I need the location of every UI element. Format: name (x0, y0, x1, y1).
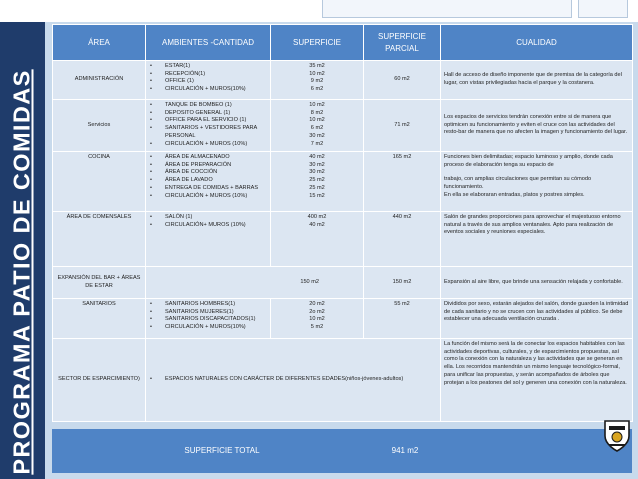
cell-superficies (271, 152, 364, 212)
top-decor-box-small (578, 0, 628, 18)
table-row (53, 267, 633, 299)
cell-ambientes (146, 100, 271, 152)
cell-cualidad: Hall de acceso de diseño imponente que de premisa de la categoría del lugar, con vistas privilegiadas hacia el parque y la costanera. (441, 61, 633, 100)
list-item: • ENTREGA DE COMIDAS + BARRAS (149, 185, 267, 193)
list-item: • ÁREA DE COCCIÓN (149, 169, 267, 177)
sidebar-title: PROGRAMA PATIO DE COMIDAS (8, 69, 35, 475)
cell-parcial: 150 m2 (364, 267, 441, 299)
list-item: • ÁREA DE ALMACENADO (149, 154, 267, 162)
superficie-value: 400 m2 (307, 214, 327, 220)
list-item: • CIRCULACIÓN + MUROS (10%) (149, 193, 267, 201)
list-item: • SALÓN (1) (149, 214, 267, 222)
header-superficie: SUPERFICIE (271, 25, 364, 61)
list-item: • ESTAR(1) (149, 63, 267, 71)
superficie-value: 10 m2 (309, 316, 325, 323)
superficie-value: 35 m2 (309, 63, 325, 69)
cell-ambientes (146, 212, 271, 267)
cell-superficies (271, 299, 364, 339)
cell-ambientes (146, 152, 271, 212)
cell-cualidad (441, 152, 633, 212)
superficie-value: 9 m2 (310, 78, 324, 85)
cell-superficies (271, 100, 364, 152)
superficie-value: 40 m2 (309, 221, 325, 228)
superficie-value: 10 m2 (309, 102, 325, 108)
superficie-value: 25 m2 (309, 177, 325, 184)
superficie-value: 25 m2 (309, 184, 325, 191)
cell-cualidad: Divididos por sexo, estarán alejados del salón, donde guarden la intimidad de cada sanitario y no se crucen con las actividades al público. Se debe establecer una adecuada ventilación cruzada . (441, 299, 633, 339)
list-item: • OFFICE (1) (149, 78, 267, 86)
superficie-value: 15 m2 (309, 192, 325, 199)
superficie-value: 40 m2 (309, 154, 325, 160)
superficie-value: 2o m2 (309, 308, 325, 315)
list-item: • SANITARIOS DISCAPACITADOS(1) (149, 316, 267, 324)
cell-parcial: 60 m2 (364, 61, 441, 100)
table-row (53, 100, 633, 152)
superficie-value: 7 m2 (310, 140, 324, 147)
list-item: • CIRCULACIÓN + MUROS (10%) (149, 141, 267, 149)
table-row (53, 339, 633, 422)
superficie-value: 30 m2 (309, 169, 325, 176)
superficie-value: 10 m2 (309, 70, 325, 77)
cell-area: ÁREA DE COMENSALES (53, 212, 146, 267)
superficie-value: 6 m2 (310, 125, 324, 132)
cell-parcial: 440 m2 (364, 212, 441, 267)
summary-value: 941 m2 (391, 446, 419, 455)
cell-superficies (271, 212, 364, 267)
cualidad-text: En ella se elaboraran entradas, platos y postres simples. (444, 191, 585, 198)
cualidad-text: Funciones bien delimitadas; espacio luminoso y amplio, donde cada proceso de elaboración tenga su espacio de (444, 154, 613, 168)
cell-area: Servicios (53, 100, 146, 152)
cell-area: SANITARIOS (53, 299, 146, 339)
header-ambientes: AMBIENTES -CANTIDAD (146, 25, 271, 61)
list-item: • OFFICE PARA EL SERVICIO (1) (149, 117, 267, 125)
header-superficie-parcial: SUPERFICIE PARCIAL (364, 25, 441, 61)
cell-ambiente-unico (146, 339, 441, 422)
cualidad-text: trabajo, con amplias circulaciones que permitan su cómodo funcionamiento. (444, 176, 592, 191)
superficie-value: 20 m2 (309, 301, 325, 307)
list-item: • ESPACIOS NATURALES CON CARÁCTER DE DIFERENTES EDADES(niños-jóvenes-adultos) (149, 376, 437, 384)
cell-area: COCINA (53, 152, 146, 212)
table-header-row (53, 25, 633, 61)
cell-parcial: 71 m2 (364, 100, 441, 152)
list-item: • SANITARIOS MUJERES(1) (149, 309, 267, 317)
cell-cualidad: Expansión al aire libre, que brinde una sensación relajada y confortable. (441, 267, 633, 299)
cell-superficies (271, 61, 364, 100)
list-item: • RECEPCIÓN(1) (149, 71, 267, 79)
cell-area: ADMINISTRACIÓN (53, 61, 146, 100)
cell-cualidad: La función del mismo será la de conectar los espacios habitables con las actividades deportivas, culturales, y de esparcimientos propuestas, así como la conexión con la naturaleza y las actividades que se generan en ella. Los recorridos mantendrán un mismo lenguaje tecnológico-formal, para unificar las propuestas, y serán acompañados de árboles que protejan a los peatones del sol y generen una conexión con la naturaleza. (441, 339, 633, 422)
summary-bar (52, 429, 632, 473)
header-cualidad: CUALIDAD (441, 25, 633, 61)
cell-parcial: 165 m2 (364, 152, 441, 212)
cell-ambientes (146, 61, 271, 100)
superficie-value: 30 m2 (309, 161, 325, 168)
header-area: ÁREA (53, 25, 146, 61)
list-item: • CIRCULACIÓN + MUROS(10%) (149, 86, 267, 94)
list-item: • CIRCULACIÓN+ MUROS (10%) (149, 222, 267, 230)
summary-label: SUPERFICIE TOTAL (184, 446, 260, 455)
superficie-value: 8 m2 (310, 109, 324, 116)
list-item: • CIRCULACIÓN + MUROS(10%) (149, 324, 267, 332)
program-table (52, 24, 633, 422)
table-row (53, 212, 633, 267)
cell-ambientes (146, 299, 271, 339)
cell-cualidad: Los espacios de servicios tendrán conexión entre si de manera que optimicen su funcionamiento y eviten el cruce con las actividades del resto-bar de manera que no afecten la imagen y funcionamiento del lugar. (441, 100, 633, 152)
list-item: • ÁREA DE LAVADO (149, 177, 267, 185)
cell-parcial: 55 m2 (364, 299, 441, 339)
cell-superficie-merged: 150 m2 (146, 267, 364, 299)
cell-cualidad: Salón de grandes proporciones para aprovechar el majestuoso entorno natural a través de sus amplios ventanales. Apto para realización de eventos sociales y reuniones especiales. (441, 212, 633, 267)
list-item: • TANQUE DE BOMBEO (1) (149, 102, 267, 110)
top-decor-box (322, 0, 572, 18)
list-item: • DEPOSITO GENERAL (1) (149, 110, 267, 118)
top-strip (0, 0, 638, 22)
superficie-value: 6 m2 (310, 86, 324, 93)
list-item: • ÁREA DE PREPARACIÓN (149, 162, 267, 170)
sidebar (0, 22, 45, 479)
superficie-value: 10 m2 (309, 117, 325, 124)
main-panel (45, 22, 638, 479)
table-row (53, 152, 633, 212)
superficie-value: 30 m2 (309, 132, 325, 139)
table-row (53, 61, 633, 100)
list-item: • SANITARIOS + VESTIDORES PARA PERSONAL (149, 125, 267, 140)
university-shield-icon (602, 418, 632, 454)
superficie-value: 5 m2 (310, 324, 324, 331)
list-item: • SANITARIOS HOMBRES(1) (149, 301, 267, 309)
cell-area: EXPANSIÓN DEL BAR + ÁREAS DE ESTAR (53, 267, 146, 299)
cell-area: SECTOR DE ESPARCIMIENTO) (53, 339, 146, 422)
table-row (53, 299, 633, 339)
